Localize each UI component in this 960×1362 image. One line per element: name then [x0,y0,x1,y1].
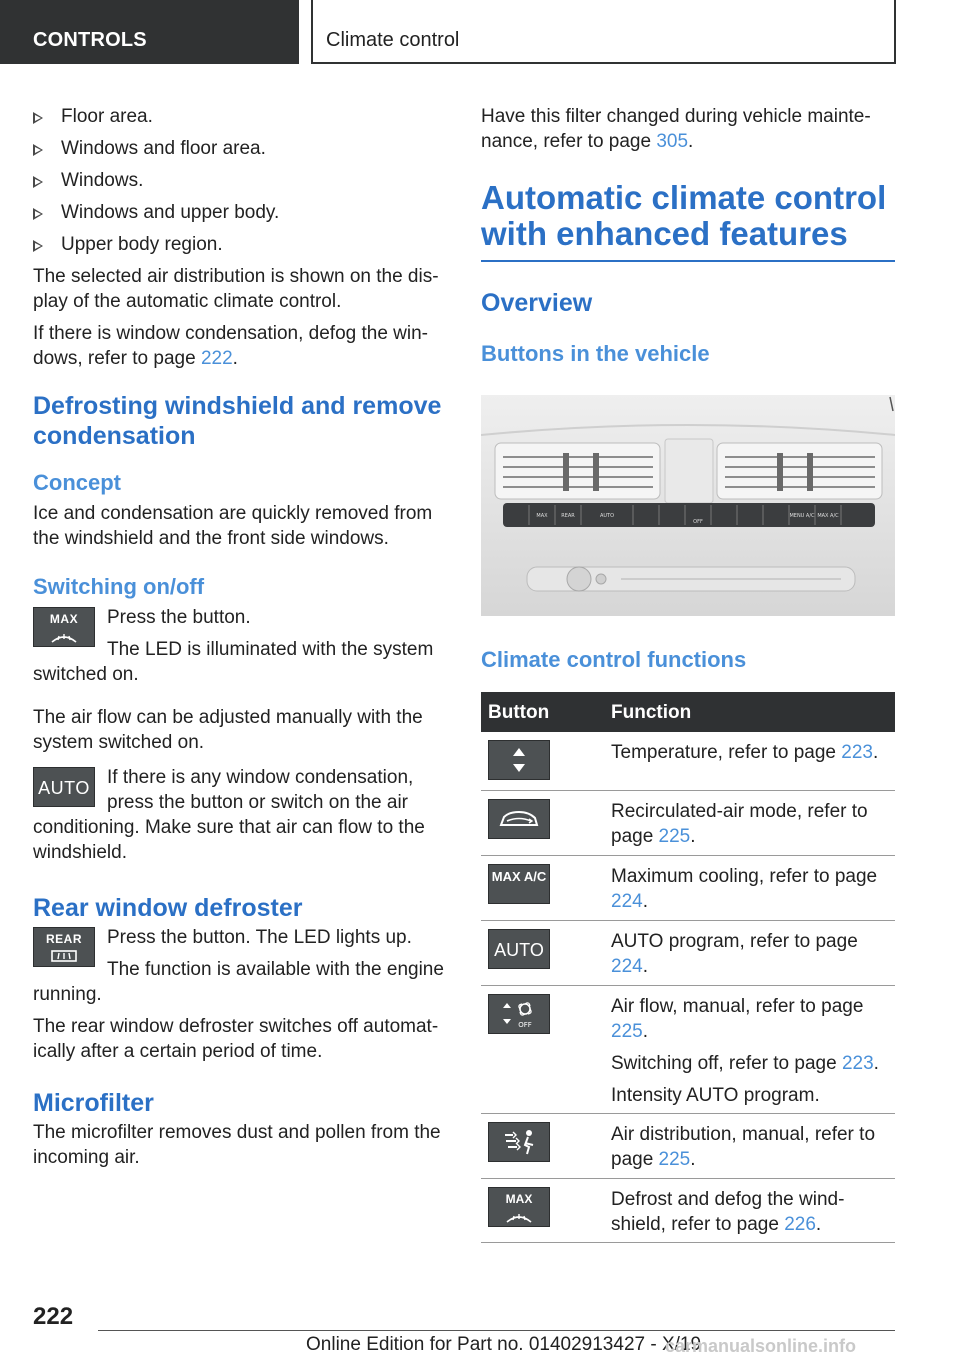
svg-text:REAR: REAR [561,513,575,519]
column-header-function: Function [611,702,692,723]
bullet-triangle-icon [33,144,43,156]
footer-rule [98,1330,895,1331]
watermark: carmanualsonline.info [665,1336,857,1356]
paragraph: The selected air distribution is shown on the dis-play of the automatic climate control. [33,266,439,312]
page-link[interactable]: 223 [841,742,873,763]
climate-functions-table [481,692,895,1243]
paragraph: Press the button. The LED lights up. [107,927,412,948]
paragraph: The LED is illuminated with the system switched on. [33,639,434,685]
air-distribution-icon [488,1122,550,1162]
table-row: Recirculated-air mode, refer to page 225. [481,791,895,856]
section-heading: Overview [481,289,593,317]
svg-text:OFF: OFF [518,1021,532,1029]
paragraph: Have this filter changed during vehicle mainte-nance, refer to page 305. [481,106,871,152]
bullet-triangle-icon [33,112,43,124]
auto-icon: AUTO [488,929,550,969]
max-defrost-icon: MAX [488,1187,550,1227]
section-heading: Rear window defroster [33,894,303,922]
bullet-triangle-icon [33,176,43,188]
windshield-defrost-icon [49,628,79,644]
page-link[interactable]: 305 [656,131,689,152]
auto-icon: AUTO [33,767,95,807]
page-link[interactable]: 224 [611,891,643,912]
section-heading: Microfilter [33,1089,154,1117]
paragraph: Press the button. [107,607,251,628]
list-item: Windows. [33,168,448,193]
list-item: Upper body region. [33,232,448,257]
list-item: Windows and upper body. [33,200,448,225]
page-link[interactable]: 222 [200,348,233,369]
table-row: Air distribution, manual, refer to page 225. [481,1114,895,1179]
climate-panel-illustration [481,395,895,616]
subsection-heading: Climate control functions [481,647,747,672]
footer-edition: Online Edition for Part no. 01402913427 - X/19 [306,1334,702,1355]
rear-window-defrost-icon [49,948,79,964]
air-distribution-list [33,104,448,257]
page-link[interactable]: 224 [611,956,643,977]
chapter-heading: Automatic climate control with enhanced features [481,179,887,252]
fan-off-icon [488,994,550,1034]
page-number: 222 [33,1303,74,1330]
paragraph: If there is any window condensation, press the button or switch on the air conditioning. Make sure that air can flow to the windshield. [33,767,425,863]
rear-defrost-block [33,925,448,1014]
page-link[interactable]: 226 [784,1214,816,1235]
page-link[interactable]: 225 [611,1021,643,1042]
max-defrost-icon: MAX [33,607,95,647]
table-header [481,692,895,732]
svg-text:AUTO: AUTO [599,513,615,519]
section-heading: Defrosting windshield and remove condensation [33,392,442,450]
header-chapter-tab [311,0,896,64]
column-header-button: Button [488,702,550,723]
rear-defrost-icon: REAR [33,927,95,967]
paragraph: The rear window defroster switches off automat-ically after a certain period of time. [33,1016,439,1062]
climate-panel-photo [481,395,895,616]
bullet-triangle-icon [33,208,43,220]
paragraph: If there is window condensation, defog the win-dows, refer to page 222. [33,323,429,369]
recirculation-icon [488,799,550,839]
max-defrost-block [33,605,448,705]
right-column [481,104,895,368]
subsection-heading: Buttons in the vehicle [481,341,710,366]
list-item: Floor area. [33,104,448,129]
heading-rule [481,260,895,262]
bullet-triangle-icon [33,240,43,252]
auto-block [33,765,448,893]
header-chapter-label: Climate control [326,29,460,51]
page-link[interactable]: 225 [658,1149,691,1170]
table-row: Temperature, refer to page 223. [481,732,895,791]
max-ac-icon: MAX A/C [488,864,550,904]
list-item: Windows and floor area. [33,136,448,161]
subsection-heading: Concept [33,470,121,495]
header-section-tab [0,0,299,64]
header-section-label: CONTROLS [33,29,147,51]
table-row: OFF Air flow, manual, refer to page 225. Switching off, refer to page 223. Intensity AUTO program. [481,986,895,1114]
left-column [33,104,448,1177]
paragraph: Ice and condensation are quickly removed from the windshield and the front side windows. [33,503,433,549]
subsection-heading: Switching on/off [33,574,205,599]
page-link[interactable]: 225 [658,826,691,847]
temperature-icon [488,740,550,780]
page-link[interactable]: 223 [841,1053,874,1074]
paragraph: The function is available with the engine running. [33,959,444,1005]
paragraph: The air flow can be adjusted manually with the system switched on. [33,707,423,753]
table-row: MAX Defrost and defog the wind-shield, refer to page 226. [481,1179,895,1243]
svg-text:MENU A/C: MENU A/C [789,513,815,519]
table-row: AUTO AUTO program, refer to page 224. [481,921,895,986]
paragraph: The microfilter removes dust and pollen from the incoming air. [33,1122,441,1168]
svg-text:MAX A/C: MAX A/C [817,513,839,519]
svg-text:OFF: OFF [693,519,703,525]
table-row: MAX A/C Maximum cooling, refer to page 224. [481,856,895,921]
svg-text:MAX: MAX [536,513,548,519]
